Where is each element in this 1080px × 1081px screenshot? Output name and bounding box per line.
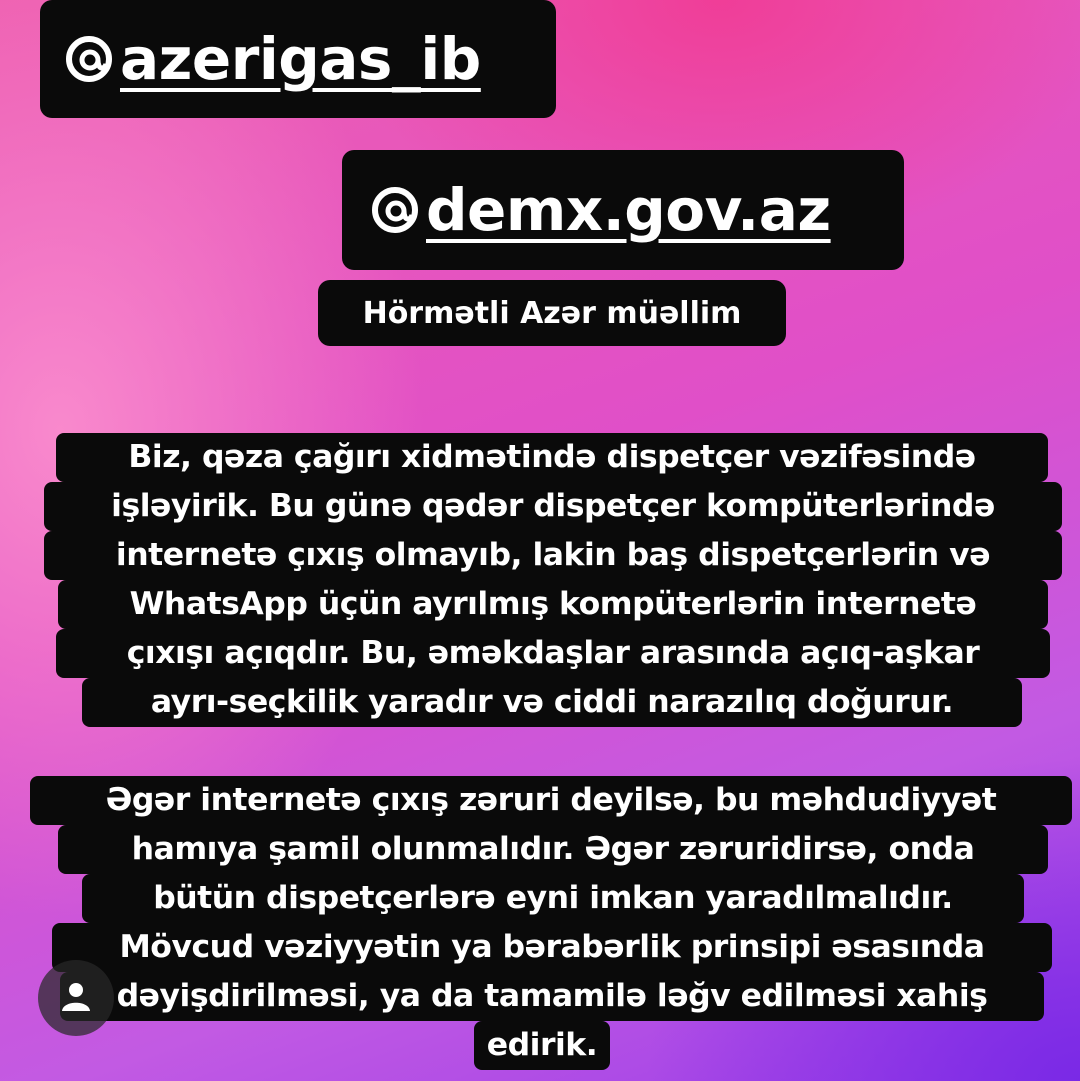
user-avatar-icon (58, 978, 94, 1018)
caption-line: WhatsApp üçün ayrılmış kompüterlərin internetə (58, 580, 1048, 629)
mention-handle-text: demx.gov.az (426, 176, 831, 244)
mention-tag-azerigas[interactable] (40, 0, 556, 118)
caption-line: dəyişdirilməsi, ya da tamamilə ləğv edilməsi xahiş (60, 972, 1044, 1021)
threads-icon (62, 32, 116, 86)
greeting-text: Hörmətli Azər müəllim (362, 295, 742, 331)
caption-line: Biz, qəza çağırı xidmətində dispetçer vəzifəsində (56, 433, 1048, 482)
threads-icon (368, 183, 422, 237)
greeting-caption (318, 280, 786, 346)
caption-line: işləyirik. Bu günə qədər dispetçer kompüterlərində (44, 482, 1062, 531)
caption-line: bütün dispetçerlərə eyni imkan yaradılmalıdır. (82, 874, 1024, 923)
caption-line: Əgər internetə çıxış zəruri deyilsə, bu məhdudiyyət (30, 776, 1072, 825)
mention-tag-demx[interactable] (342, 150, 904, 270)
caption-line: internetə çıxış olmayıb, lakin baş dispetçerlərin və (44, 531, 1062, 580)
mention-handle-text: azerigas_ib (120, 25, 481, 93)
caption-line: Mövcud vəziyyətin ya bərabərlik prinsipi əsasında (52, 923, 1052, 972)
caption-line: hamıya şamil olunmalıdır. Əgər zəruridirsə, onda (58, 825, 1048, 874)
caption-line: edirik. (474, 1021, 610, 1070)
caption-line: ayrı-seçkilik yaradır və ciddi narazılıq doğurur. (82, 678, 1022, 727)
user-avatar-button[interactable] (38, 960, 114, 1036)
caption-line: çıxışı açıqdır. Bu, əməkdaşlar arasında açıq-aşkar (56, 629, 1050, 678)
